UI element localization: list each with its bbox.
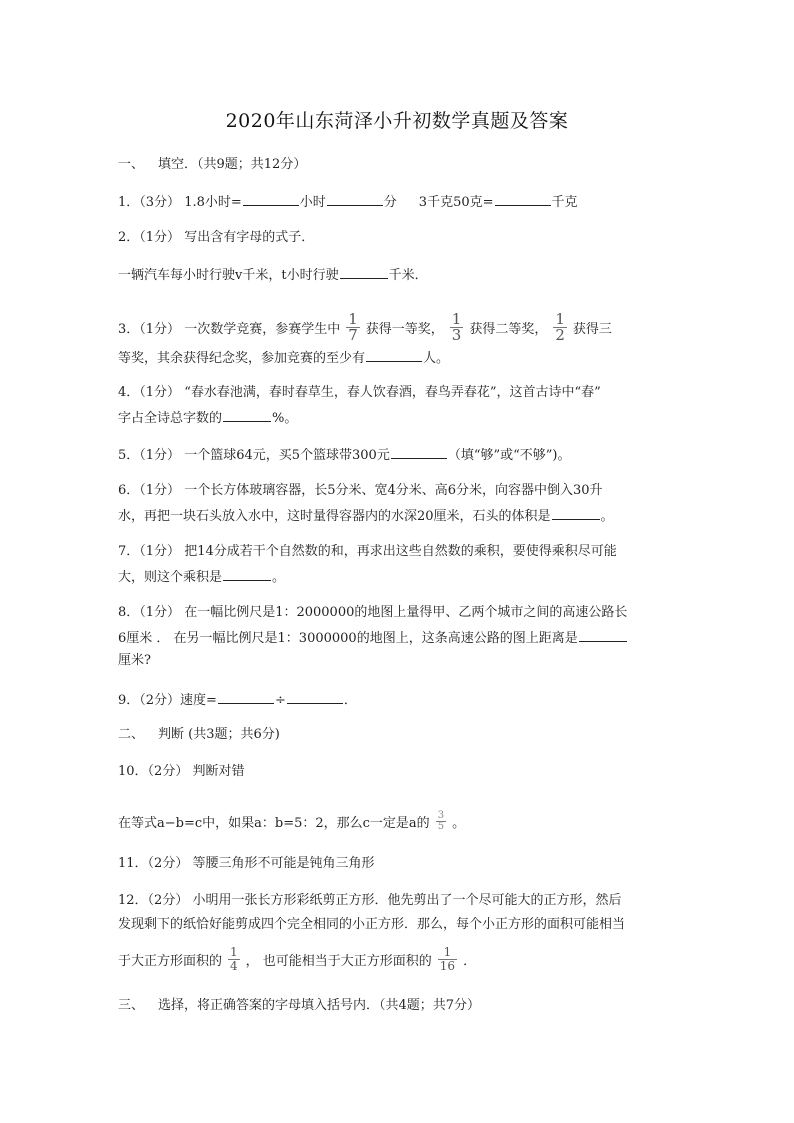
question-12-line-3 bbox=[118, 947, 476, 977]
division-sign: ÷ bbox=[274, 693, 286, 708]
question-7-number: 7．（1分） bbox=[118, 544, 181, 559]
answer-blank[interactable] bbox=[391, 445, 447, 459]
answer-blank[interactable] bbox=[495, 192, 551, 206]
fraction-denominator: 16 bbox=[439, 959, 456, 973]
question-10-line-2 bbox=[118, 809, 465, 839]
question-3-text-2: 获得一等奖， bbox=[365, 322, 444, 337]
question-12-text: 小明用一张长方形彩纸剪正方形．他先剪出了一个尽可能大的正方形，然后 bbox=[192, 893, 622, 908]
question-12-period: ． bbox=[463, 954, 477, 969]
question-6-line-2 bbox=[118, 506, 614, 526]
question-1-unit-hour: 小时 bbox=[299, 195, 326, 210]
question-2-number: 2．（1分） bbox=[118, 230, 181, 245]
question-8-text-3: 厘米? bbox=[118, 653, 151, 668]
question-1-number: 1．（3分） bbox=[118, 195, 181, 210]
section-3-number: 三、 bbox=[118, 998, 145, 1013]
answer-blank[interactable] bbox=[223, 567, 271, 581]
section-2-label: 判断 (共3题；共6分) bbox=[158, 727, 280, 742]
fraction bbox=[346, 312, 360, 343]
answer-blank[interactable] bbox=[327, 192, 383, 206]
question-10-period: 。 bbox=[452, 816, 466, 831]
fraction bbox=[450, 312, 464, 343]
question-5 bbox=[118, 445, 570, 465]
question-8-text: 在一幅比例尺是1：2000000的地图上量得甲、乙两个城市之间的高速公路长 bbox=[184, 605, 628, 620]
question-4 bbox=[118, 384, 601, 402]
question-6-text-2: 水，再把一块石头放入水中，这时量得容器内的水深20厘米，石头的体积是 bbox=[118, 509, 551, 524]
question-5-text-2: （填“够”或“不够”)。 bbox=[447, 448, 571, 463]
question-10-text-2: 在等式a−b=c中，如果a：b=5：2，那么c一定是a的 bbox=[118, 816, 430, 831]
question-3-unit: 人。 bbox=[423, 351, 450, 366]
fraction-denominator: 4 bbox=[230, 959, 238, 973]
question-8-line-3 bbox=[118, 652, 151, 670]
question-7-line-2 bbox=[118, 567, 285, 587]
question-10 bbox=[118, 763, 244, 781]
answer-blank[interactable] bbox=[243, 192, 299, 206]
section-3-label: 选择，将正确答案的字母填入括号内．（共4题；共7分） bbox=[158, 998, 481, 1013]
question-6-number: 6．（1分） bbox=[118, 483, 181, 498]
question-6-period: 。 bbox=[600, 509, 614, 524]
answer-blank[interactable] bbox=[366, 348, 422, 362]
question-3-line-2 bbox=[118, 348, 449, 368]
question-12-text-2: 发现剩下的纸恰好能剪成四个完全相同的小正方形．那么，每个小正方形的面积可能相当 bbox=[118, 917, 626, 932]
question-12-text-4: ， 也可能相当于大正方形面积的 bbox=[245, 954, 432, 969]
question-5-number: 5．（1分） bbox=[118, 448, 181, 463]
section-2-number: 二、 bbox=[118, 727, 145, 742]
question-9-text: 速度= bbox=[180, 693, 217, 708]
fraction-denominator: 5 bbox=[437, 821, 445, 832]
question-3 bbox=[118, 310, 612, 345]
question-12-number: 12．（2分） bbox=[118, 893, 189, 908]
question-11-number: 11．（2分） bbox=[118, 856, 189, 871]
question-10-text: 判断对错 bbox=[192, 764, 245, 779]
fraction bbox=[438, 946, 457, 973]
fraction-numerator: 1 bbox=[438, 946, 457, 960]
question-1 bbox=[118, 192, 578, 212]
section-1-number: 一、 bbox=[118, 157, 145, 172]
question-7-text: 把14分成若干个自然数的和，再求出这些自然数的乘积，要使得乘积尽可能 bbox=[184, 544, 617, 559]
fraction bbox=[553, 312, 567, 343]
question-3-number: 3．（1分） bbox=[118, 322, 181, 337]
section-3-heading bbox=[118, 997, 480, 1015]
section-1-label: 填空．（共9题；共12分） bbox=[158, 157, 307, 172]
question-1-unit-kg: 千克 bbox=[551, 195, 578, 210]
fraction bbox=[436, 811, 446, 832]
question-7 bbox=[118, 543, 617, 561]
question-3-text: 一次数学竞赛，参赛学生中 bbox=[184, 322, 341, 337]
question-8-line-2 bbox=[118, 628, 628, 648]
question-9 bbox=[118, 690, 357, 710]
question-12-line-2 bbox=[118, 916, 625, 934]
answer-blank[interactable] bbox=[552, 506, 600, 520]
question-4-unit: %。 bbox=[272, 411, 298, 426]
fraction-numerator: 3 bbox=[437, 810, 445, 821]
question-8 bbox=[118, 604, 627, 622]
answer-blank[interactable] bbox=[223, 408, 271, 422]
question-2-text: 写出含有字母的式子． bbox=[184, 230, 315, 245]
question-9-period: ． bbox=[343, 693, 357, 708]
question-9-number: 9．（2分） bbox=[118, 693, 181, 708]
question-2-line-2 bbox=[118, 265, 428, 285]
question-2 bbox=[118, 229, 314, 247]
fraction-denominator: 3 bbox=[451, 326, 462, 344]
answer-blank[interactable] bbox=[287, 690, 343, 704]
question-2-unit: 千米． bbox=[388, 268, 428, 283]
fraction-numerator: 1 bbox=[451, 310, 462, 328]
section-2-heading bbox=[118, 726, 280, 744]
question-4-text: “春水春池满，春时春草生，春人饮春酒，春鸟弄春花”，这首古诗中“春” bbox=[184, 385, 601, 400]
question-4-text-2: 字占全诗总字数的 bbox=[118, 411, 223, 426]
page-title: 2020年山东菏泽小升初数学真题及答案 bbox=[225, 110, 569, 132]
question-1-text-2: 3千克50克= bbox=[418, 195, 494, 210]
section-1-heading bbox=[118, 156, 306, 174]
fraction-numerator: 1 bbox=[230, 945, 238, 959]
question-11-text: 等腰三角形不可能是钝角三角形 bbox=[192, 856, 375, 871]
answer-blank[interactable] bbox=[579, 628, 627, 642]
question-4-number: 4．（1分） bbox=[118, 385, 181, 400]
question-2-text-2: 一辆汽车每小时行驶v千米，t小时行驶 bbox=[118, 268, 339, 283]
question-6-text: 一个长方体玻璃容器，长5分米、宽4分米、高6分米，向容器中倒入30升 bbox=[184, 483, 603, 498]
fraction-denominator: 7 bbox=[348, 326, 358, 344]
fraction-denominator: 2 bbox=[555, 326, 565, 344]
answer-blank[interactable] bbox=[340, 265, 388, 279]
question-3-text-3: 获得二等奖， bbox=[469, 322, 548, 337]
answer-blank[interactable] bbox=[218, 690, 274, 704]
question-12 bbox=[118, 892, 621, 910]
question-7-period: 。 bbox=[272, 570, 286, 585]
question-8-text-2: 6厘米 ． 在另一幅比例尺是1：3000000的地图上，这条高速公路的图上距离是 bbox=[118, 631, 578, 646]
question-10-number: 10．（2分） bbox=[118, 764, 189, 779]
question-3-text-5: 等奖，其余获得纪念奖，参加竞赛的至少有 bbox=[118, 351, 366, 366]
question-12-text-3: 于大正方形面积的 bbox=[118, 954, 223, 969]
question-4-line-2 bbox=[118, 408, 297, 428]
fraction-numerator: 1 bbox=[348, 310, 358, 328]
question-1-unit-minute: 分 bbox=[383, 195, 397, 210]
question-5-text: 一个篮球64元，买5个篮球带300元 bbox=[184, 448, 390, 463]
question-3-text-4: 获得三 bbox=[572, 322, 612, 337]
fraction-numerator: 1 bbox=[555, 310, 565, 328]
question-7-text-2: 大，则这个乘积是 bbox=[118, 570, 223, 585]
question-11 bbox=[118, 855, 374, 873]
question-8-number: 8．（1分） bbox=[118, 605, 181, 620]
question-1-text: 1.8小时= bbox=[184, 195, 242, 210]
question-6 bbox=[118, 482, 603, 500]
fraction bbox=[228, 946, 240, 973]
